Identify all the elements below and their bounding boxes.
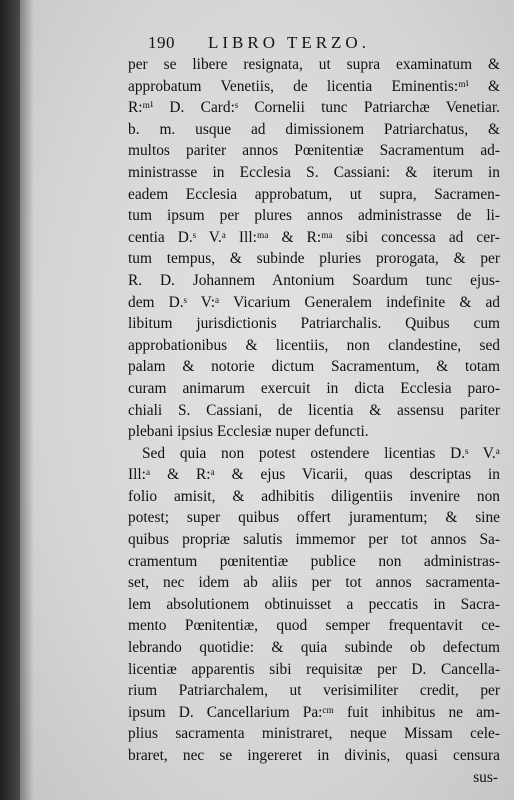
text-line: R:ᵐⁱ D. Card:ˢ Cornelii tunc Patriarchæ Venetiar. bbox=[128, 99, 500, 117]
page-number: 190 bbox=[148, 33, 175, 52]
text-line: b. m. usque ad dimissionem Patriarchatus, & bbox=[128, 120, 500, 138]
catchword: sus- bbox=[473, 768, 498, 786]
text-line: ipsum D. Cancellarium Pa:ᶜᵐ fuit inhibitus ne am- bbox=[128, 703, 500, 721]
text-line: folio amisit, & adhibitis diligentiis invenire non bbox=[128, 487, 500, 505]
text-line: tum ipsum per plures annos administrasse de li- bbox=[128, 207, 500, 225]
book-edge-shadow bbox=[0, 0, 20, 800]
text-line: quibus propriæ salutis immemor per tot annos Sa- bbox=[128, 531, 500, 549]
text-line: Sed quia non potest ostendere licentias D.ˢ V.ᵃ bbox=[142, 444, 500, 462]
page-gutter bbox=[20, 0, 34, 800]
text-line: licentiæ apparentis sibi requisitæ per D. Cancella- bbox=[128, 660, 500, 678]
running-title: LIBRO TERZO. bbox=[208, 33, 370, 52]
book-page bbox=[20, 0, 514, 800]
text-line: chiali S. Cassiani, de licentia & assensu pariter bbox=[128, 401, 500, 419]
text-line: Ill:ᵃ & R:ᵃ & ejus Vicarii, quas descriptas in bbox=[128, 466, 500, 484]
text-line: approbationibus & licentiis, non clandestine, sed bbox=[128, 336, 500, 354]
text-line: mento Pœnitentiæ, quod semper frequentavit ce- bbox=[128, 617, 500, 635]
text-line: set, nec idem ab aliis per tot annos sacramenta- bbox=[128, 574, 500, 592]
text-line: dem D.ˢ V:ᵃ Vicarium Generalem indefinite & ad bbox=[128, 293, 500, 311]
text-line: lem absolutionem obtinuisset a peccatis in Sacra- bbox=[128, 595, 500, 613]
body-text bbox=[128, 54, 500, 788]
text-line: libitum jurisdictionis Patriarchalis. Quibus cum bbox=[128, 315, 500, 333]
text-line: centia D.ˢ V.ᵃ Ill:ᵐᵃ & R:ᵐᵃ sibi concessa ad cer- bbox=[128, 228, 500, 246]
text-line: tum tempus, & subinde pluries prorogata, & per bbox=[128, 250, 500, 268]
text-line: rium Patriarchalem, ut verisimiliter credit, per bbox=[128, 682, 500, 700]
text-line: ministrasse in Ecclesia S. Cassiani: & iterum in bbox=[128, 163, 500, 181]
text-line: plebani ipsius Ecclesiæ nuper defuncti. bbox=[128, 423, 369, 441]
text-line: plius sacramenta ministraret, neque Missam cele- bbox=[128, 725, 500, 743]
text-line: eadem Ecclesia approbatum, ut supra, Sacramen- bbox=[128, 185, 500, 203]
text-line: palam & notorie dictum Sacramentum, & totam bbox=[128, 358, 500, 376]
text-line: multos pariter annos Pœnitentiæ Sacramentum ad- bbox=[128, 142, 500, 160]
text-line: R. D. Johannem Antonium Soardum tunc ejus- bbox=[128, 271, 500, 289]
text-line: cramentum pœnitentiæ publice non administras- bbox=[128, 552, 500, 570]
text-line: braret, nec se ingereret in divinis, quasi censura bbox=[128, 747, 500, 764]
text-line: potest; super quibus offert juramentum; & sine bbox=[128, 509, 500, 527]
text-line: lebrando quotidie: & quia subinde ob defectum bbox=[128, 639, 500, 657]
text-line: per se libere resignata, ut supra examinatum & bbox=[128, 56, 500, 73]
text-line: curam animarum exercuit in dicta Ecclesia paro- bbox=[128, 379, 500, 397]
running-head bbox=[148, 33, 448, 55]
text-line: approbatum Venetiis, de licentia Eminentis:ᵐⁱ & bbox=[128, 77, 500, 95]
